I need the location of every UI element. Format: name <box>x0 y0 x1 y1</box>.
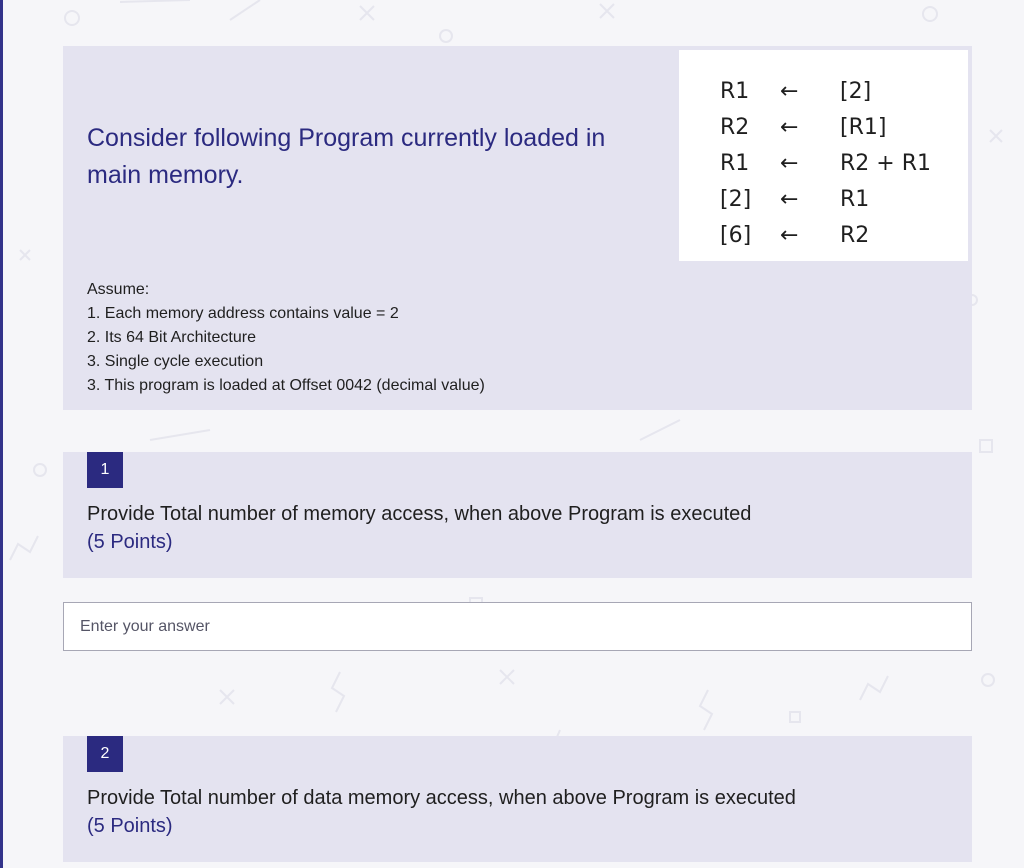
program-destination: R2 <box>720 115 750 140</box>
program-destination: [2] <box>720 187 752 212</box>
intro-title: Consider following Program currently loaded in main memory. <box>87 124 606 189</box>
program-line <box>720 218 931 254</box>
assumption-item: 3. This program is loaded at Offset 0042 (decimal value) <box>87 377 485 394</box>
program-line <box>720 74 931 110</box>
program-destination: [6] <box>720 223 752 248</box>
assumption-item: 1. Each memory address contains value = 2 <box>87 305 399 322</box>
assumption-item: 2. Its 64 Bit Architecture <box>87 329 256 346</box>
program-line <box>720 110 931 146</box>
question-1-text-block <box>87 500 947 556</box>
left-arrow-icon: ← <box>780 187 799 212</box>
question-text: Provide Total number of data memory access, when above Program is executed <box>87 787 796 809</box>
program-source: R1 <box>840 187 870 212</box>
assume-heading: Assume: <box>87 281 150 298</box>
question-points: (5 Points) <box>87 531 173 553</box>
program-listing <box>720 74 931 254</box>
left-accent-rail <box>0 0 3 868</box>
program-line <box>720 146 931 182</box>
program-intro-card <box>63 46 972 410</box>
question-points: (5 Points) <box>87 815 173 837</box>
program-listing-box <box>679 50 968 261</box>
left-arrow-icon: ← <box>780 223 799 248</box>
answer-input[interactable] <box>63 602 972 651</box>
program-line <box>720 182 931 218</box>
question-text: Provide Total number of memory access, when above Program is executed <box>87 503 752 525</box>
left-arrow-icon: ← <box>780 115 799 140</box>
program-destination: R1 <box>720 151 750 176</box>
program-source: [2] <box>840 79 872 104</box>
left-arrow-icon: ← <box>780 79 799 104</box>
question-2-card <box>63 736 972 862</box>
left-arrow-icon: ← <box>780 151 799 176</box>
question-number-badge: 1 <box>87 452 123 488</box>
assumption-item: 3. Single cycle execution <box>87 353 264 370</box>
program-destination: R1 <box>720 79 750 104</box>
question-1-card <box>63 452 972 578</box>
question-2-text-block <box>87 784 947 840</box>
program-source: [R1] <box>840 115 887 140</box>
program-source: R2 <box>840 223 870 248</box>
question-number-badge: 2 <box>87 736 123 772</box>
program-source: R2 + R1 <box>840 151 931 176</box>
assumptions-list <box>87 278 485 398</box>
